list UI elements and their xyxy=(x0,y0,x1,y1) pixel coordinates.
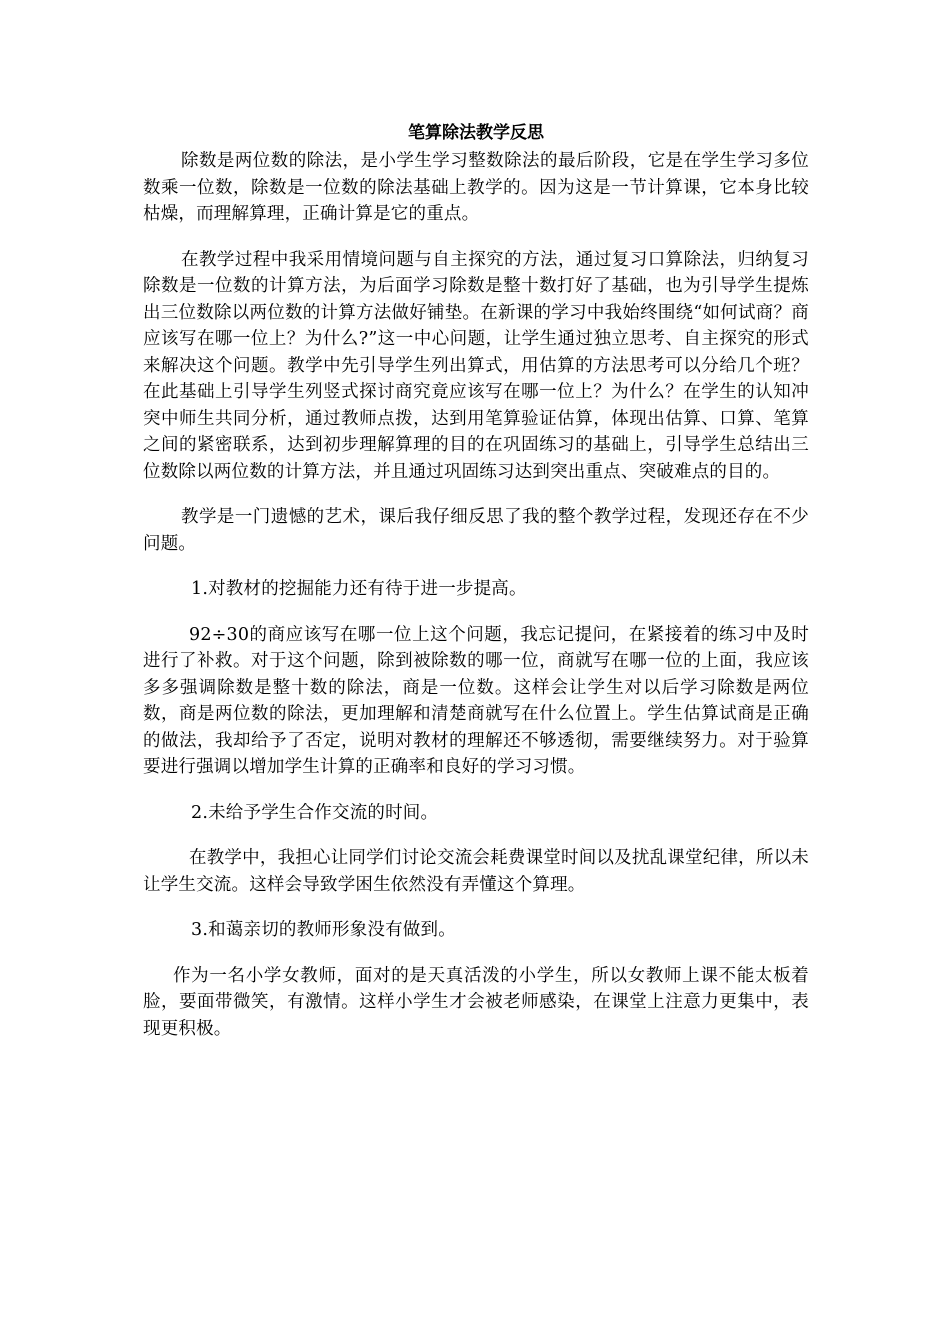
point-2-body: 在教学中，我担心让同学们讨论交流会耗费课堂时间以及扰乱课堂纪律，所以未让学生交流。这样会导致学困生依然没有弄懂这个算理。 xyxy=(143,848,809,895)
point-1-body: 92÷30的商应该写在哪一位上这个问题，我忘记提问，在紧接着的练习中及时进行了补救。对于这个问题，除到被除数的哪一位，商就写在哪一位的上面，我应该多多强调除数是整十数的除法，商是一位数。这样会让学生对以后学习除数是两位数，商是两位数的除法，更加理解和清楚商就写在什么位置上。学生估算试商是正确的做法，我却给予了否定，说明对教材的理解还不够透彻，需要继续努力。对于验算要进行强调以增加学生计算的正确率和良好的学习习惯。 xyxy=(143,624,809,777)
paragraph-spacer xyxy=(143,781,809,800)
point-3-body: 作为一名小学女教师，面对的是天真活泼的小学生，所以女教师上课不能太板着脸，要面带微笑，有激情。这样小学生才会被老师感染，在课堂上注意力更集中，表现更积极。 xyxy=(143,965,809,1039)
document-title: 笔算除法教学反思 xyxy=(408,123,544,143)
point-2-heading: 2.未给予学生合作交流的时间。 xyxy=(191,802,439,823)
paragraph-spacer xyxy=(143,485,809,504)
paragraph-spacer xyxy=(143,944,809,963)
paragraph-spacer xyxy=(143,228,809,247)
paragraph-spacer xyxy=(143,603,809,622)
paragraph-spacer xyxy=(143,826,809,845)
paragraph-spacer xyxy=(143,557,809,576)
paragraph-spacer xyxy=(143,898,809,917)
document-body xyxy=(143,118,809,1042)
reflection-intro-paragraph: 教学是一门遗憾的艺术，课后我仔细反思了我的整个教学过程，发现还存在不少问题。 xyxy=(143,507,809,554)
intro-paragraph: 除数是两位数的除法，是小学生学习整数除法的最后阶段，它是在学生学习多位数乘一位数，除数是一位数的除法基础上教学的。因为这是一节计算课，它本身比较枯燥，而理解算理，正确计算是它的重点。 xyxy=(143,151,809,224)
point-1-heading: 1.对教材的挖掘能力还有待于进一步提高。 xyxy=(191,579,527,599)
point-3-heading: 3.和蔼亲切的教师形象没有做到。 xyxy=(191,920,456,940)
process-paragraph: 在教学过程中我采用情境问题与自主探究的方法，通过复习口算除法，归纳复习除数是一位数的计算方法，为后面学习除数是整十数打好了基础，也为引导学生提炼出三位数除以两位数的计算方法做好铺垫。在新课的学习中我始终围绕“如何试商？商应该写在哪一位上？为什么?”这一中心问题，让学生通过独立思考、自主探究的形式来解决这个问题。教学中先引导学生列出算式，用估算的方法思考可以分给几个班？在此基础上引导学生列竖式探讨商究竟应该写在哪一位上？为什么？在学生的认知冲突中师生共同分析，通过教师点拨，达到用笔算验证估算，体现出估算、口算、笔算之间的紧密联系，达到初步理解算理的目的在巩固练习的基础上，引导学生总结出三位数除以两位数的计算方法，并且通过巩固练习达到突出重点、突破难点的目的。 xyxy=(143,249,809,482)
